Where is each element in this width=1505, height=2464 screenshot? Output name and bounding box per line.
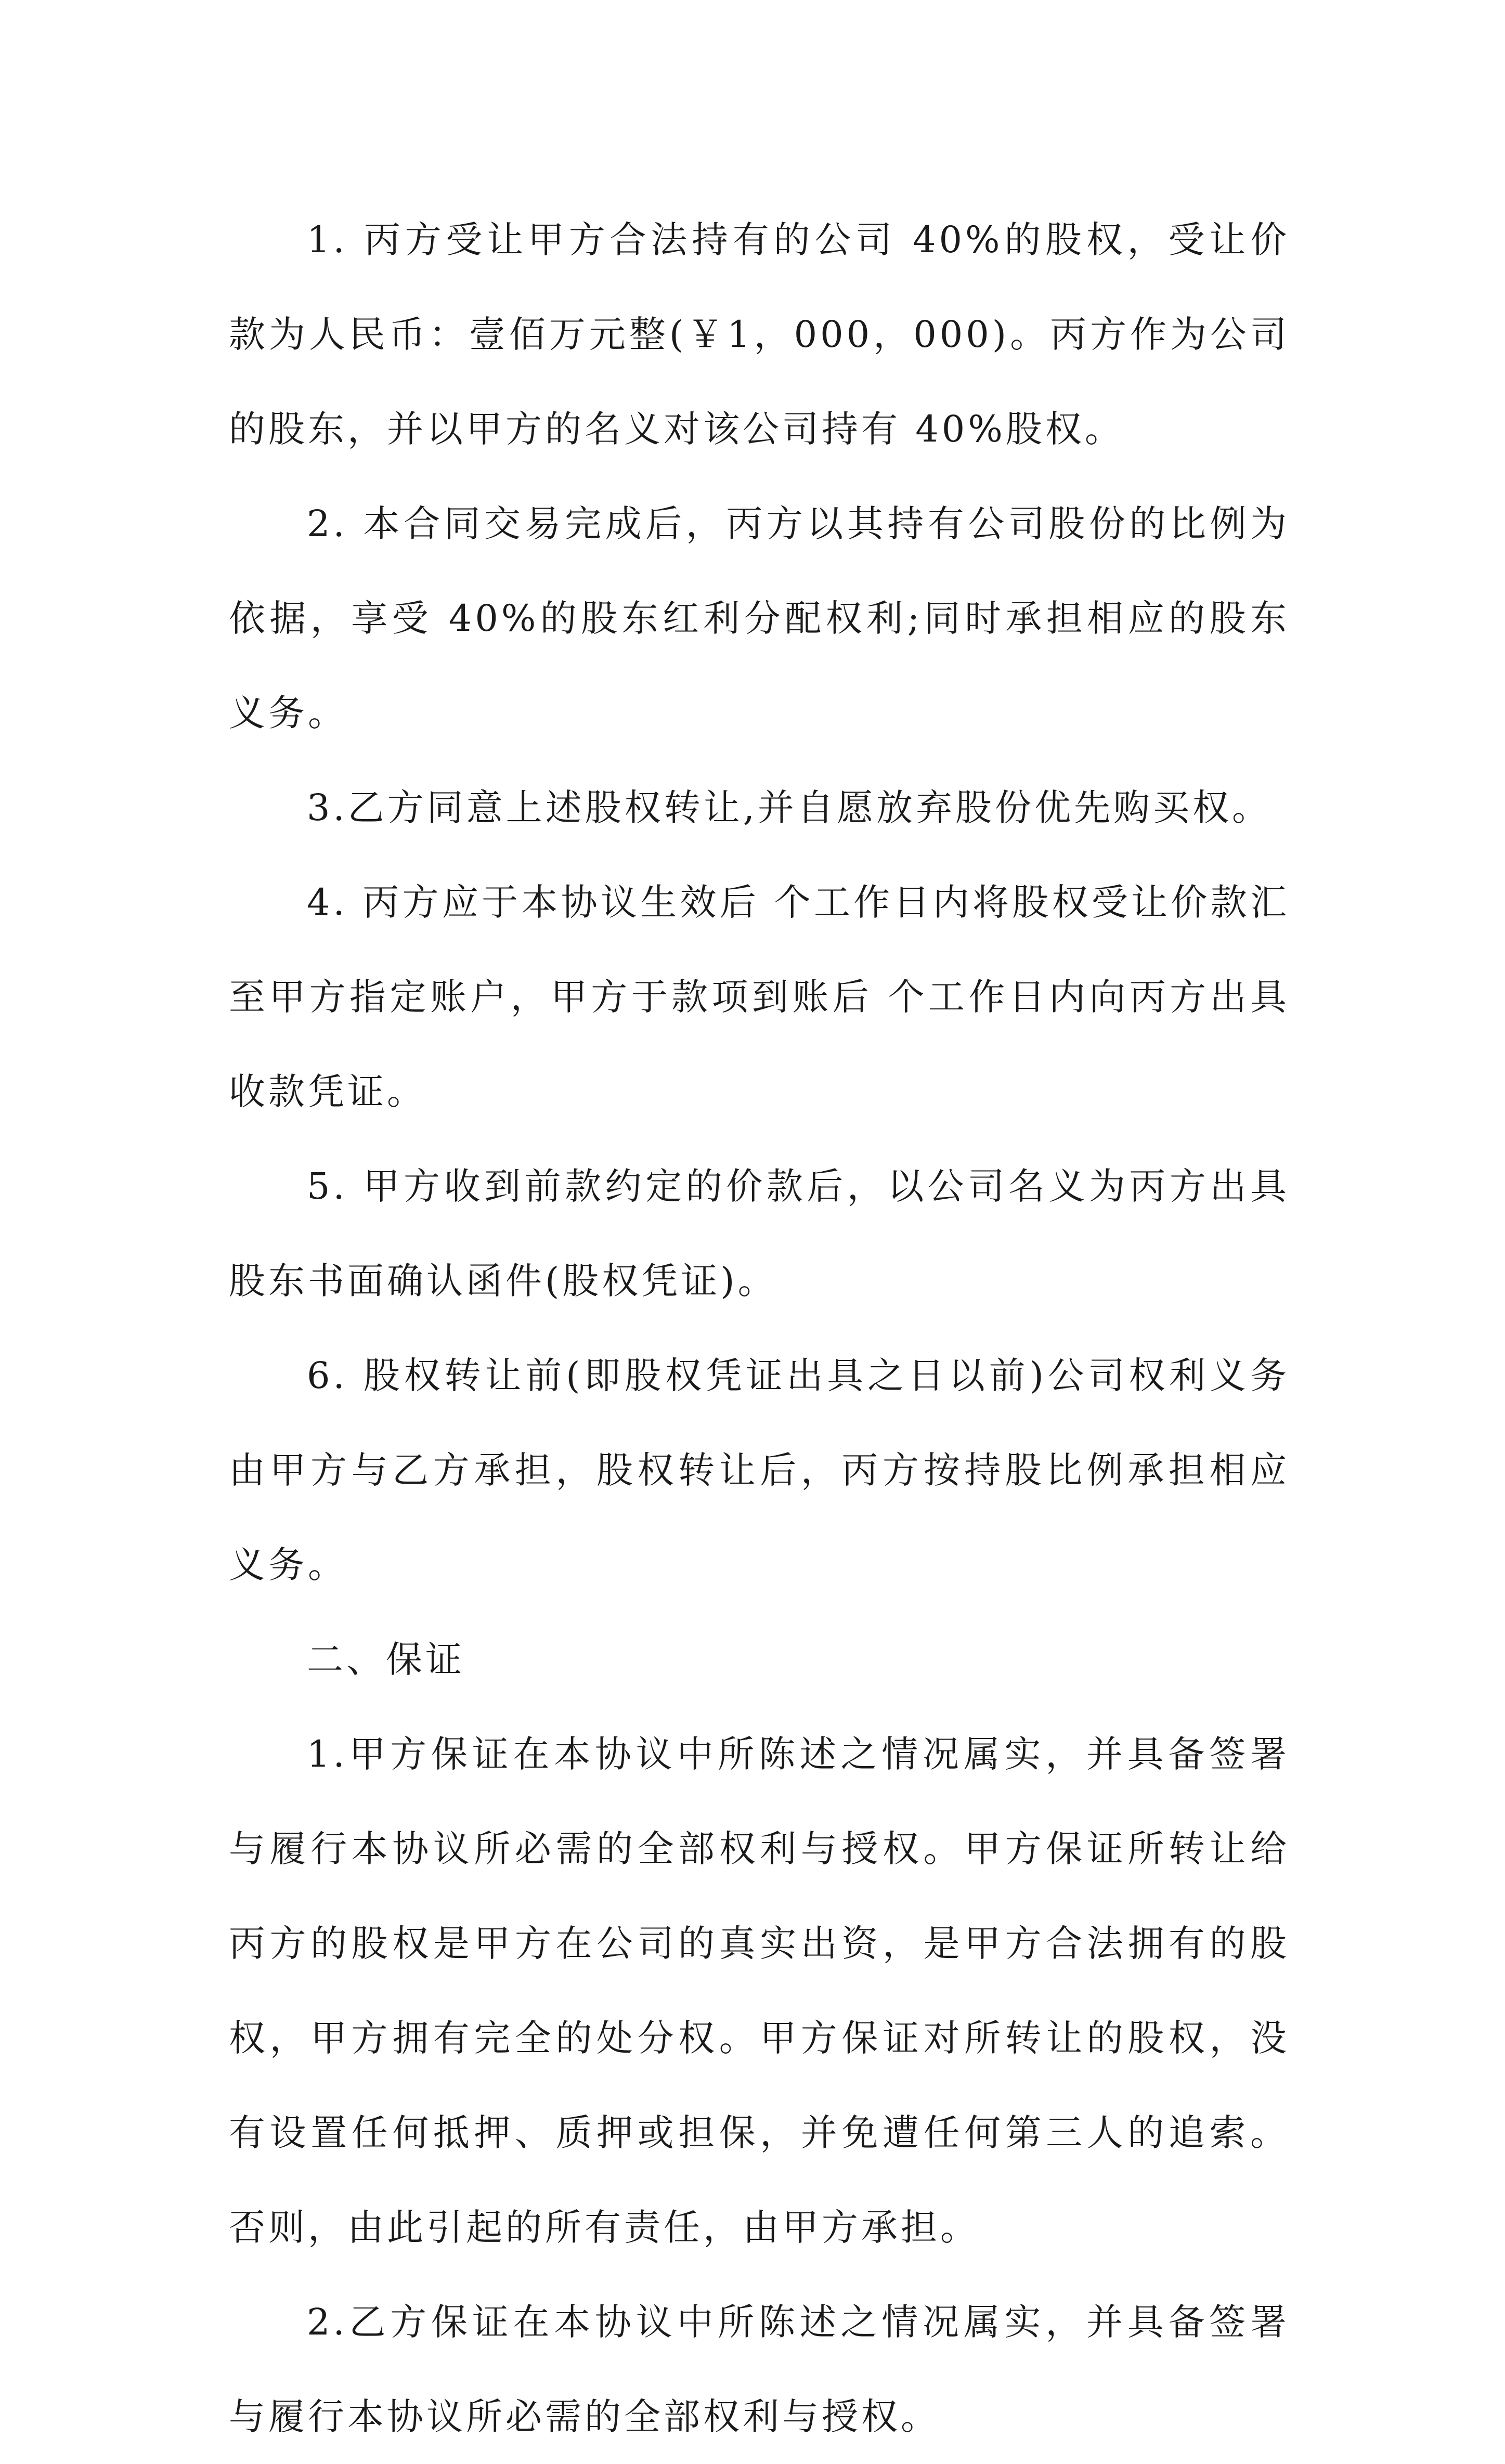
clause-2-1: 1.甲方保证在本协议中所陈述之情况属实，并具备签署与履行本协议所必需的全部权利与授权。甲方保证所转让给丙方的股权是甲方在公司的真实出资，是甲方合法拥有的股权，甲方拥有完全的处分权。甲方保证对所转让的股权，没有设置任何抵押、质押或担保，并免遭任何第三人的追索。否则，由此引起的所有责任，由甲方承担。 bbox=[229, 1733, 1290, 2249]
clause-2-2: 2.乙方保证在本协议中所陈述之情况属实，并具备签署与履行本协议所必需的全部权利与授权。 bbox=[229, 2301, 1290, 2438]
clause-1-2: 2. 本合同交易完成后，丙方以其持有公司股份的比例为依据，享受 40%的股东红利分配权利;同时承担相应的股东义务。 bbox=[229, 502, 1290, 734]
section-heading-guarantee: 二、保证 bbox=[307, 1638, 465, 1681]
clause-1-1: 1. 丙方受让甲方合法持有的公司 40%的股权，受让价款为人民币：壹佰万元整(￥1，000，000)。丙方作为公司的股东，并以甲方的名义对该公司持有 40%股权。 bbox=[229, 218, 1290, 450]
clause-1-5: 5. 甲方收到前款约定的价款后，以公司名义为丙方出具股东书面确认函件(股权凭证)。 bbox=[229, 1165, 1290, 1302]
clause-1-4: 4. 丙方应于本协议生效后 个工作日内将股权受让价款汇至甲方指定账户，甲方于款项到账后 个工作日内向丙方出具收款凭证。 bbox=[229, 881, 1290, 1113]
document-body bbox=[229, 192, 1290, 2464]
clause-1-3: 3.乙方同意上述股权转让,并自愿放弃股份优先购买权。 bbox=[307, 786, 1272, 829]
clause-1-6: 6. 股权转让前(即股权凭证出具之日以前)公司权利义务由甲方与乙方承担，股权转让后，丙方按持股比例承担相应义务。 bbox=[229, 1354, 1290, 1586]
